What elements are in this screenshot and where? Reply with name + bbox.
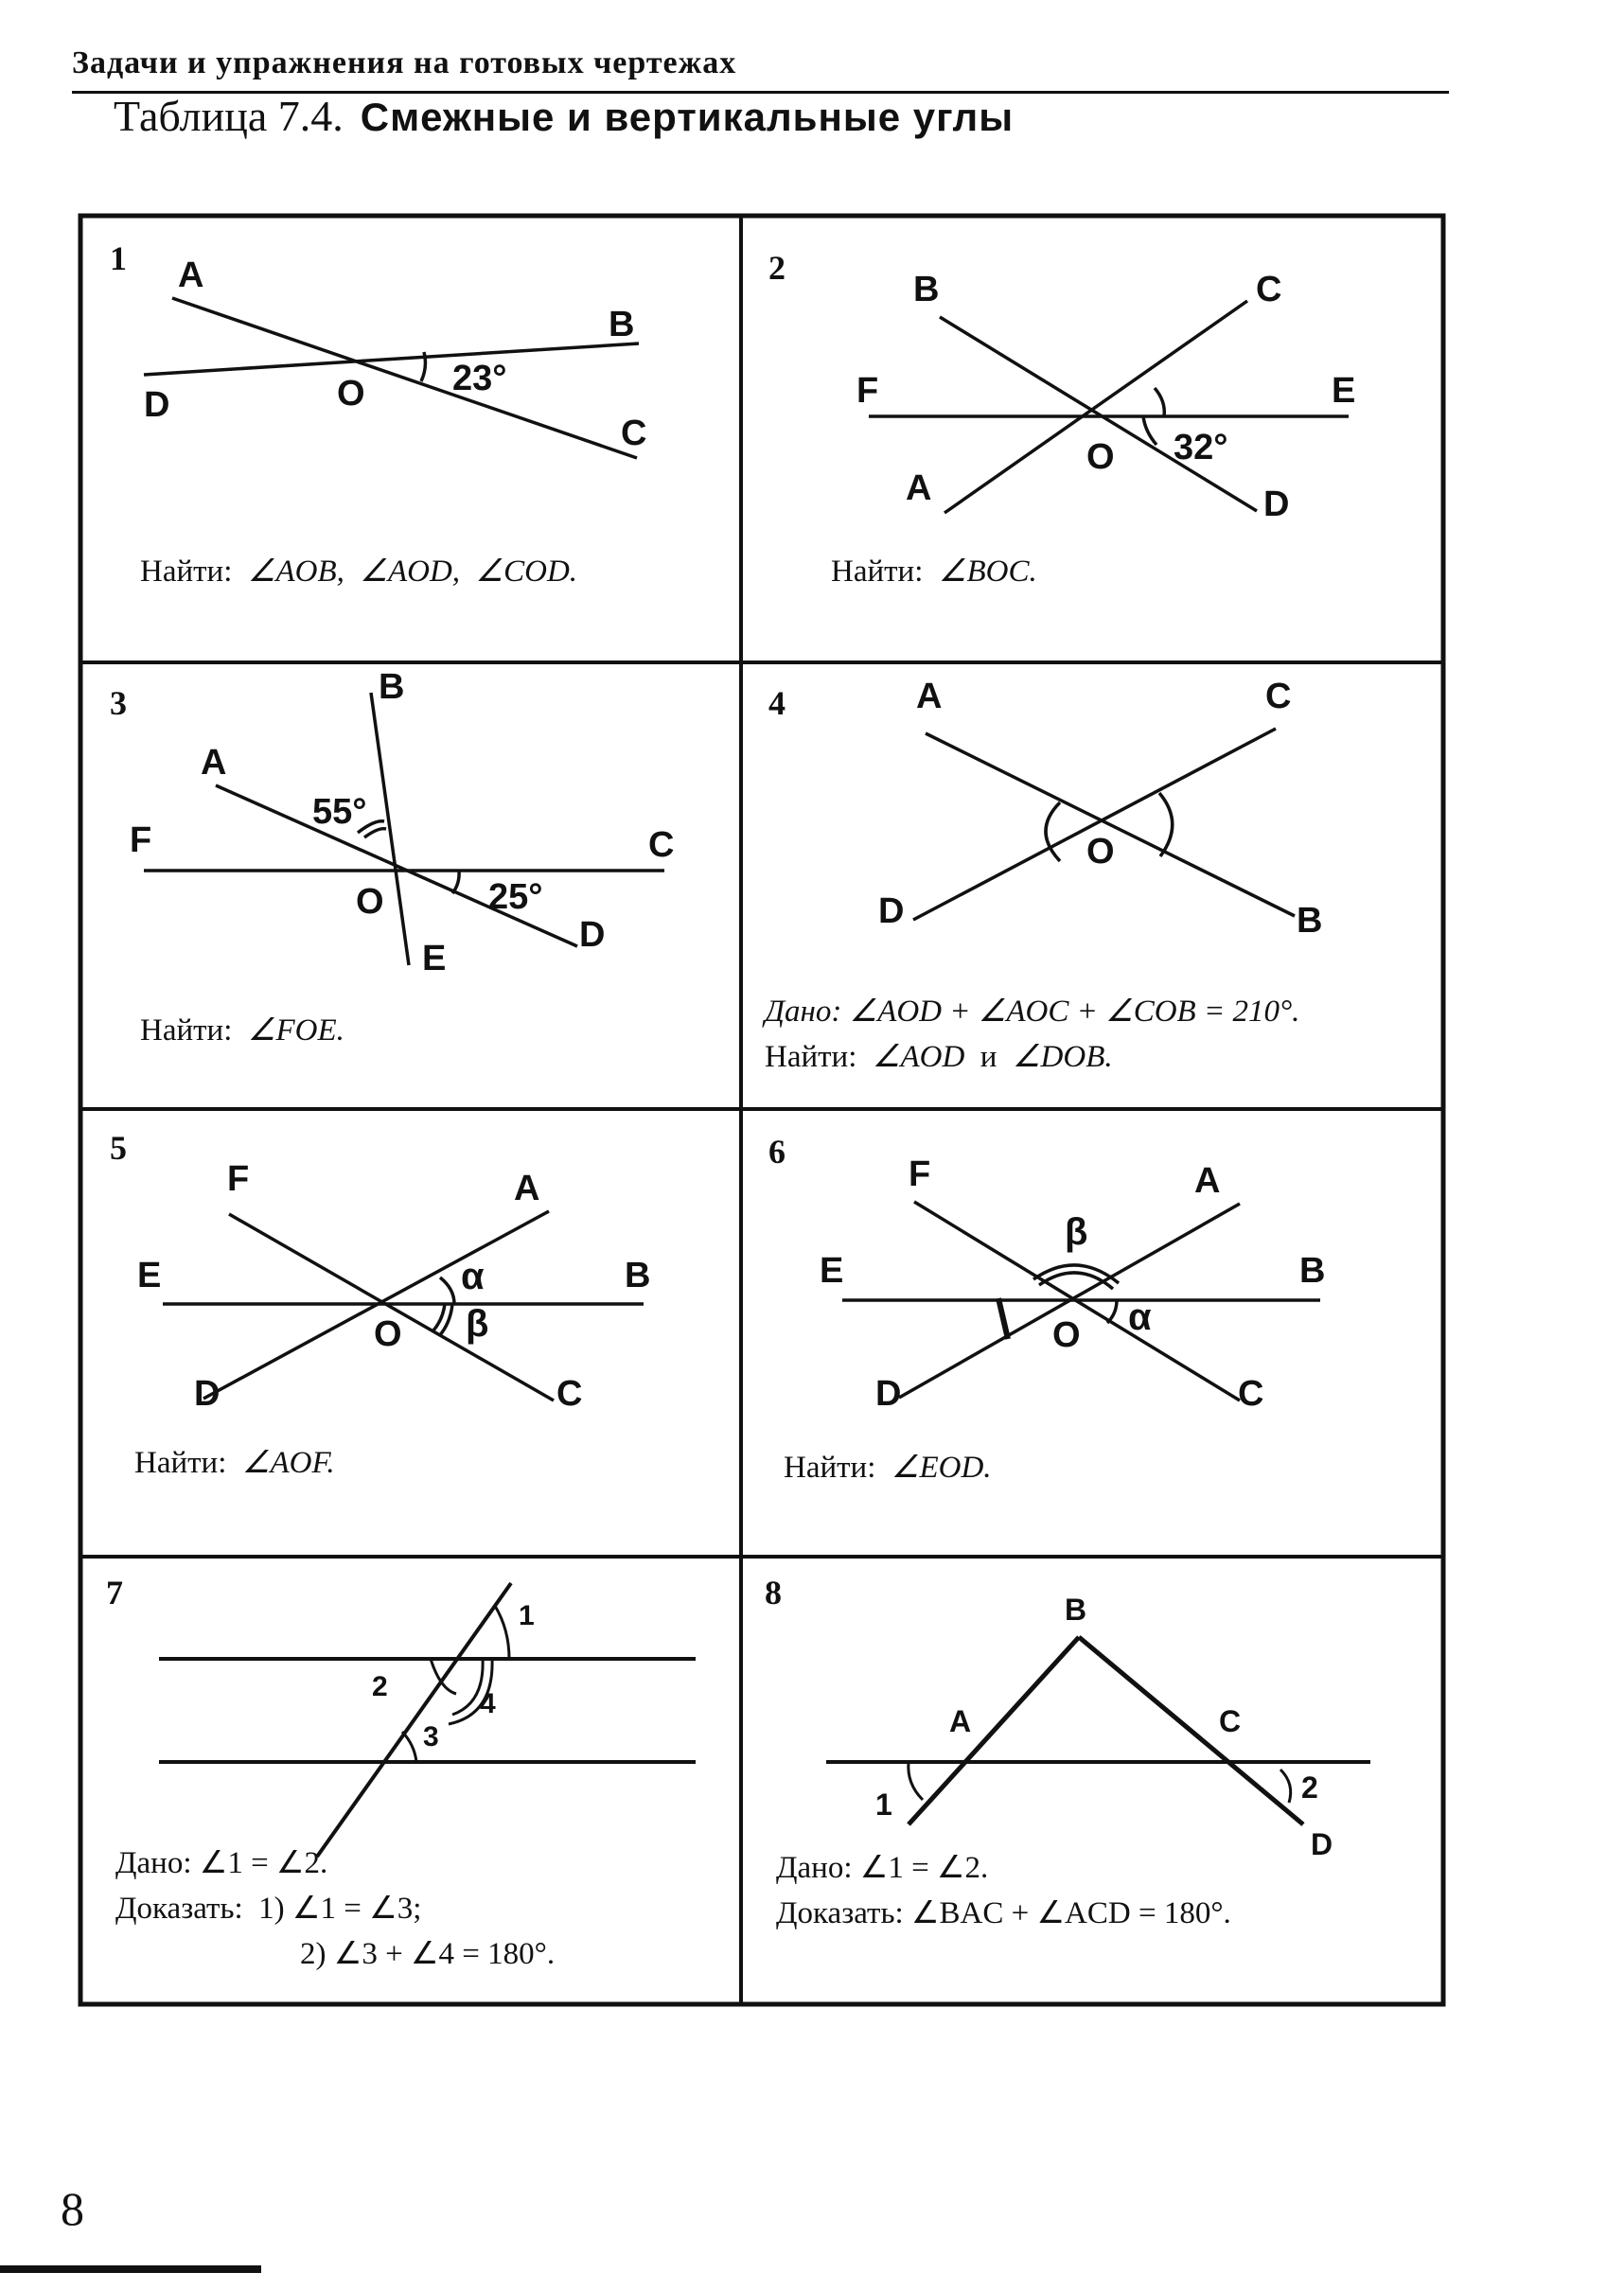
- label-D: D: [878, 891, 905, 931]
- task-1-angle-2: ∠AOD,: [360, 555, 461, 589]
- task-4: [765, 989, 1299, 1080]
- task-5-verb: Найти:: [134, 1446, 227, 1480]
- label-C: C: [1219, 1704, 1242, 1738]
- cell-number-5: 5: [110, 1129, 127, 1167]
- label-C: C: [1256, 270, 1282, 309]
- alpha-label: α: [1128, 1296, 1152, 1338]
- label-O: O: [1086, 832, 1115, 872]
- label-2: 2: [1301, 1770, 1318, 1805]
- task-4-given: Дано: ∠AOD + ∠AOC + ∠COB = 210°.: [765, 995, 1300, 1029]
- label-O: O: [374, 1314, 402, 1354]
- angle-mark-EOD: [998, 1298, 1008, 1339]
- table-title-text: Смежные и вертикальные углы: [360, 95, 1015, 139]
- cell-number-4: 4: [768, 684, 786, 722]
- task-4-verb: Найти:: [765, 1040, 857, 1074]
- label-A: A: [201, 743, 227, 783]
- angle-arc-beta: [433, 1304, 445, 1330]
- task-8: [776, 1845, 1231, 1936]
- task-3-angle: ∠FOE.: [247, 1013, 344, 1048]
- line-DB: [144, 344, 639, 375]
- label-E: E: [1332, 371, 1356, 411]
- cell-number-3: 3: [110, 684, 127, 722]
- label-1: 1: [875, 1788, 892, 1822]
- angle-arc-1: [909, 1762, 923, 1800]
- task-5: [134, 1440, 335, 1486]
- task-1-angle-3: ∠COD.: [475, 555, 578, 589]
- diagram-5: [163, 1211, 644, 1400]
- task-1-angle-1: ∠AOB,: [247, 555, 344, 589]
- label-C: C: [621, 414, 647, 453]
- line-AC: [172, 298, 637, 458]
- label-B: B: [609, 305, 635, 344]
- cell-number-6: 6: [768, 1133, 786, 1171]
- angle-arc-right: [1159, 793, 1173, 856]
- angle-arc-2: [1280, 1770, 1291, 1803]
- label-D: D: [579, 915, 606, 955]
- label-1: 1: [519, 1600, 535, 1631]
- task-4-angle-1: ∠AOD: [872, 1040, 965, 1074]
- cell-number-7: 7: [106, 1574, 123, 1612]
- label-D: D: [144, 385, 170, 425]
- line-AD: [216, 785, 577, 946]
- line-CA: [944, 301, 1247, 513]
- angle-arc-alpha: [1107, 1300, 1117, 1323]
- label-4: 4: [480, 1688, 496, 1719]
- label-A: A: [178, 255, 204, 295]
- label-A: A: [949, 1704, 972, 1738]
- line-BD: [1079, 1637, 1303, 1824]
- label-D: D: [194, 1374, 221, 1414]
- label-O: O: [1052, 1315, 1081, 1355]
- task-4-angle-2: ∠DOB.: [1012, 1040, 1113, 1074]
- beta-label: β: [1065, 1211, 1088, 1253]
- task-7-given: Дано: ∠1 = ∠2.: [115, 1846, 328, 1880]
- table-title-prefix: Таблица 7.4.: [114, 92, 344, 140]
- label-B: B: [1297, 901, 1323, 941]
- cell-number-2: 2: [768, 249, 786, 287]
- label-E: E: [137, 1256, 162, 1295]
- label-C: C: [556, 1374, 583, 1414]
- line-FC: [229, 1214, 554, 1400]
- angle-arc-32b: [1143, 416, 1156, 445]
- label-D: D: [875, 1374, 902, 1414]
- task-2: [831, 549, 1037, 594]
- cell-number-1: 1: [110, 239, 127, 277]
- label-D: D: [1311, 1827, 1333, 1861]
- label-B: B: [913, 270, 940, 309]
- task-6-angle: ∠EOD.: [891, 1451, 992, 1485]
- bottom-rule: [0, 2265, 261, 2273]
- angle-label-32: 32°: [1174, 428, 1228, 467]
- task-2-verb: Найти:: [831, 555, 924, 589]
- label-F: F: [909, 1154, 931, 1194]
- task-7-item-2: 2) ∠3 + ∠4 = 180°.: [300, 1937, 556, 1971]
- line-AB: [926, 733, 1295, 916]
- label-3: 3: [423, 1721, 439, 1753]
- label-F: F: [856, 371, 879, 411]
- angle-arc-alpha: [440, 1277, 454, 1304]
- label-2: 2: [372, 1671, 388, 1702]
- beta-label: β: [466, 1303, 489, 1345]
- angle-arc-55a: [364, 829, 386, 837]
- page-number: 8: [61, 2182, 84, 2235]
- label-O: O: [356, 882, 384, 922]
- label-C: C: [1238, 1374, 1264, 1414]
- label-C: C: [648, 825, 675, 865]
- task-4-find: [765, 1034, 1299, 1080]
- label-A: A: [906, 468, 932, 508]
- label-E: E: [422, 939, 447, 978]
- task-6: [784, 1445, 992, 1490]
- label-B: B: [1065, 1593, 1087, 1627]
- label-C: C: [1265, 677, 1292, 716]
- cell-number-8: 8: [765, 1574, 782, 1612]
- angle-arc-left: [1046, 802, 1060, 861]
- angle-label-23: 23°: [452, 359, 507, 398]
- angle-label-25: 25°: [488, 877, 543, 917]
- angle-arc-25: [452, 871, 459, 893]
- task-7: [115, 1841, 555, 1977]
- angle-arc-32: [1155, 388, 1164, 416]
- label-B: B: [625, 1256, 651, 1295]
- task-7-prove: Доказать:: [115, 1892, 243, 1926]
- task-3: [140, 1008, 344, 1053]
- diagram-2: [869, 301, 1349, 513]
- label-E: E: [820, 1251, 844, 1291]
- task-1-verb: Найти:: [140, 555, 233, 589]
- task-4-and: и: [980, 1040, 997, 1074]
- label-B: B: [1299, 1251, 1326, 1291]
- label-O: O: [1086, 437, 1115, 477]
- label-D: D: [1263, 484, 1290, 524]
- task-3-verb: Найти:: [140, 1013, 233, 1048]
- diagram-1: [144, 298, 639, 458]
- line-BA: [909, 1637, 1079, 1824]
- diagram-8: [826, 1637, 1370, 1824]
- line-CD: [913, 729, 1276, 920]
- task-8-given: Дано: ∠1 = ∠2.: [776, 1851, 989, 1885]
- label-A: A: [916, 677, 943, 716]
- task-6-verb: Найти:: [784, 1451, 876, 1485]
- angle-label-55: 55°: [312, 792, 367, 832]
- page-header: Задачи и упражнения на готовых чертежах: [72, 45, 737, 80]
- label-B: B: [379, 667, 405, 707]
- label-O: O: [337, 374, 365, 414]
- task-5-angle: ∠AOF.: [241, 1446, 335, 1480]
- diagram-7: [159, 1583, 696, 1857]
- task-7-item-1: 1) ∠1 = ∠3;: [258, 1892, 422, 1926]
- label-F: F: [130, 820, 152, 860]
- transversal: [317, 1583, 511, 1857]
- label-F: F: [227, 1159, 250, 1199]
- task-1: [140, 549, 577, 594]
- task-8-prove: Доказать: ∠BAC + ∠ACD = 180°.: [776, 1896, 1231, 1930]
- label-A: A: [514, 1169, 540, 1208]
- angle-arc-3: [402, 1732, 416, 1762]
- label-A: A: [1194, 1161, 1221, 1201]
- alpha-label: α: [461, 1256, 485, 1297]
- task-2-angle: ∠BOC.: [938, 555, 1037, 589]
- angle-arc-1: [495, 1606, 509, 1659]
- diagram-4: [913, 729, 1295, 920]
- task-7-prove-row: [115, 1886, 555, 1931]
